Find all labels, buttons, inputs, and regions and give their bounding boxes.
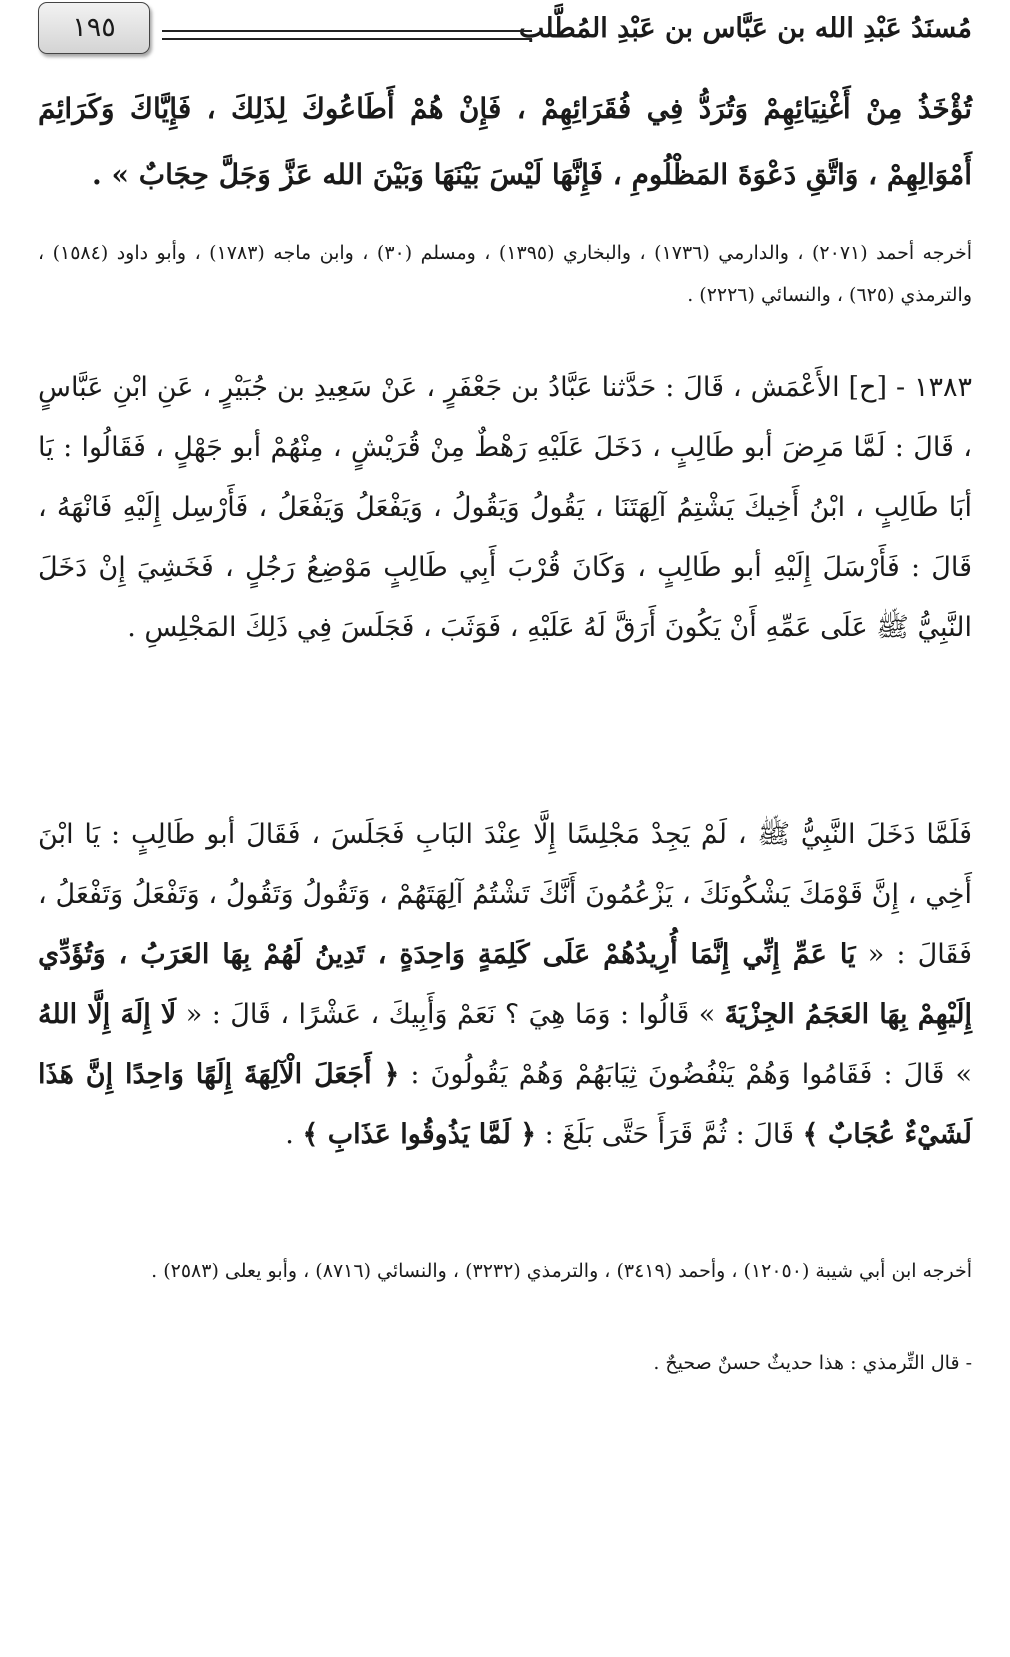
hadith-1383-paragraph: ١٣٨٣ - [ح] الأَعْمَش ، قَالَ : حَدَّثنا عَبَّادُ بن جَعْفَرٍ ، عَنْ سَعِيدِ بن جُبَيْرٍ ، عَنِ ابْنِ عَبَّاسٍ ، قَالَ : لَمَّا مَرِضَ أبو طَالِبٍ ، دَخَلَ عَلَيْهِ رَهْطٌ مِنْ قُرَيْشٍ ، مِنْهُمْ أبو جَهْلٍ ، فَقَالُوا : يَا أبَا طَالِبٍ ، ابْنُ أَخِيكَ يَشْتِمُ آلِهَتَنَا ، يَقُولُ وَيَقُولُ ، وَيَفْعَلُ وَيَفْعَلُ ، فَأَرْسِل إِلَيْهِ فَانْهَهُ ، قَالَ : فَأَرْسَلَ إِلَيْهِ أبو طَالِبٍ ، وَكَانَ قُرْبَ أَبِي طَالِبٍ مَوْضِعُ رَجُلٍ ، فَخَشِيَ إِنْ دَخَلَ النَّبِيُّ ﷺ عَلَى عَمِّهِ أَنْ يَكُونَ أَرَقَّ لَهُ عَلَيْهِ ، فَوَثَبَ ، فَجَلَسَ فِي ذَلِكَ المَجْلِسِ .	[38, 372, 972, 643]
tirmidhi-grading-note: - قال التِّرمذي : هذا حديثٌ حسنٌ صحيحٌ .	[653, 1352, 972, 1374]
end-punctuation: .	[285, 1119, 294, 1150]
narration-text: قَالَ : ثُمَّ قَرَأَ حَتَّى بَلَغَ :	[544, 1119, 795, 1150]
takhrij-note-1: أخرجه أحمد (٢٠٧١) ، والدارمي (١٧٣٦) ، والبخاري (١٣٩٥) ، ومسلم (٣٠) ، وابن ماجه (١٧٨٣) ، وأبو داود (١٥٨٤) ، والترمذي (٦٢٥) ، والنسائي (٢٢٢٦) .	[38, 242, 972, 306]
hadith-1383-continuation-paragraph	[38, 805, 972, 1165]
prophetic-saying: لَا إِلَهَ إِلَّا اللهُ	[38, 999, 177, 1030]
running-title: مُسنَدُ عَبْدِ الله بن عَبَّاس بن عَبْدِ المُطَّلب	[518, 13, 972, 44]
header-double-rule	[162, 30, 532, 40]
narration-text: فَلَمَّا دَخَلَ النَّبِيُّ ﷺ ، لَمْ يَجِدْ مَجْلِسًا إِلَّا عِنْدَ البَابِ فَجَلَسَ ، فَقَالَ أبو طَالِبٍ : يَا ابْنَ أَخِي ، إِنَّ قَوْمَكَ يَشْكُونَكَ ، يَزْعُمُونَ أَنَّكَ تَشْتُمُ آلِهَتَهُمْ ، وَتَقُولُ وَتَقُولُ ، وَتَفْعَلُ وَتَفْعَلُ ، فَقَالَ : «	[38, 819, 972, 970]
quran-verse: ﴿ لَمَّا يَذُوقُوا عَذَابِ ﴾	[302, 1119, 537, 1150]
page-number: ١٩٥	[38, 2, 150, 54]
quran-verse: ﴿ أَجَعَلَ الْآلِهَةَ إِلَهًا وَاحِدًا إِنَّ هَذَا لَشَيْءٌ عُجَابٌ ﴾	[38, 1059, 972, 1150]
prophetic-saying: يَا عَمِّ إِنِّي إِنَّمَا أُرِيدُهُمْ عَلَى كَلِمَةٍ وَاحِدَةٍ ، تَدِينُ لَهُمْ بِهَا العَرَبُ ، وَتُؤَدِّي إِلَيْهِمْ بِهَا العَجَمُ الجِزْيَةَ	[38, 939, 973, 1030]
takhrij-note-2: أخرجه ابن أبي شيبة (١٢٠٥٠) ، وأحمد (٣٤١٩) ، والترمذي (٣٢٣٢) ، والنسائي (٨٧١٦) ، وأبو يعلى (٢٥٨٣) .	[151, 1260, 972, 1282]
narration-text: » قَالَ : فَقَامُوا وَهُمْ يَنْفُضُونَ ثِيَابَهُمْ وَهُمْ يَقُولُونَ :	[410, 1059, 972, 1090]
hadith-continuation-paragraph: تُؤْخَذُ مِنْ أَغْنِيَائِهِمْ وَتُرَدُّ فِي فُقَرَائِهِمْ ، فَإِنْ هُمْ أَطَاعُوكَ لِذَلِكَ ، فَإِيَّاكَ وَكَرَائِمَ أَمْوَالِهِمْ ، وَاتَّقِ دَعْوَةَ المَظْلُومِ ، فَإِنَّهَا لَيْسَ بَيْنَهَا وَبَيْنَ الله عَزَّ وَجَلَّ حِجَابٌ » .	[38, 92, 972, 191]
narration-text: » قَالُوا : وَمَا هِيَ ؟ نَعَمْ وَأَبِيكَ ، عَشْرًا ، قَالَ : «	[185, 999, 716, 1030]
